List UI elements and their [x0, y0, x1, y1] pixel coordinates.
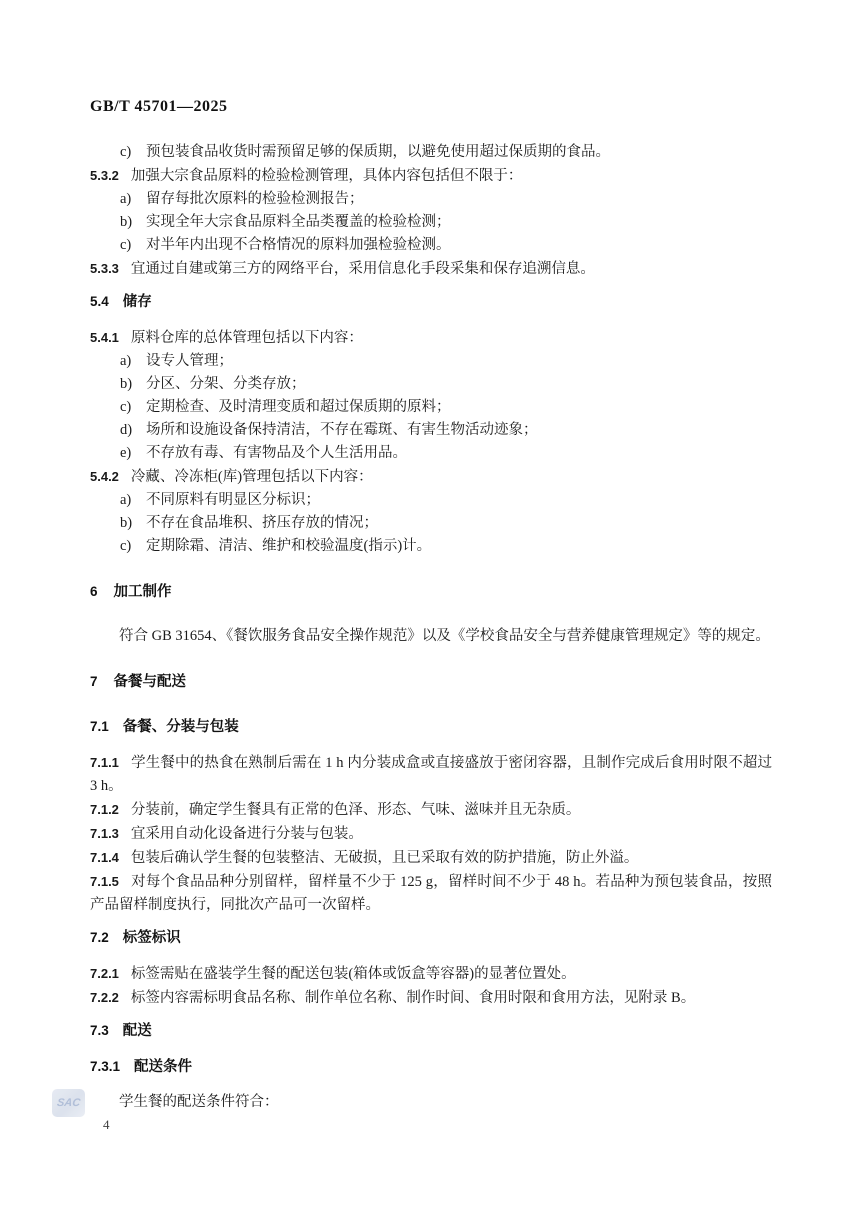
list-item-letter: a) — [120, 492, 132, 508]
clause-line — [90, 326, 772, 350]
clause-text: 宜采用自动化设备进行分装与包装。 — [130, 826, 363, 842]
section-heading — [90, 1019, 772, 1043]
document-number-header: GB/T 45701—2025 — [90, 98, 228, 115]
clause-text: 标签内容需标明食品名称、制作单位名称、制作时间、食用时限和食用方法，见附录 B。 — [130, 990, 696, 1006]
heading-title: 备餐与配送 — [113, 674, 187, 690]
heading-title: 配送条件 — [134, 1059, 193, 1075]
list-item-text: 预包装食品收货时需预留足够的保质期，以避免使用超过保质期的食品。 — [146, 144, 610, 160]
section-heading — [90, 290, 772, 314]
clause-number: 7.2.2 — [90, 990, 119, 1005]
paragraph: 符合 GB 31654、《餐饮服务食品安全操作规范》以及《学校食品安全与营养健康管理规定》等的规定。 — [119, 628, 770, 644]
clause-text: 包装后确认学生餐的包装整洁、无破损，且已采取有效的防护措施，防止外溢。 — [130, 850, 639, 866]
heading-number: 7.3 — [90, 1023, 109, 1038]
page-number: 4 — [103, 1117, 110, 1132]
clause-number: 5.3.3 — [90, 261, 119, 276]
heading-number: 7.1 — [90, 719, 109, 734]
clause-text: 标签需贴在盛装学生餐的配送包装(箱体或饭盒等容器)的显著位置处。 — [130, 966, 576, 982]
clause-number: 7.1.4 — [90, 850, 119, 865]
clause-number: 7.1.5 — [90, 874, 119, 889]
clause-line — [90, 846, 772, 870]
list-item-letter: c) — [120, 538, 132, 554]
list-item-text: 分区、分架、分类存放； — [146, 376, 306, 392]
clause-line — [90, 986, 772, 1010]
heading-number: 5.4 — [90, 294, 109, 309]
list-item-text: 定期除霜、清洁、维护和校验温度(指示)计。 — [146, 538, 432, 554]
list-item-letter: b) — [120, 214, 133, 230]
clause-line — [90, 962, 772, 986]
section-heading — [90, 1055, 772, 1079]
list-item-text: 留存每批次原料的检验检测报告； — [146, 191, 364, 207]
clause-number: 7.1.2 — [90, 802, 119, 817]
list-item-letter: c) — [120, 399, 132, 415]
list-item — [90, 234, 772, 257]
clause-text: 加强大宗食品原料的检验检测管理，具体内容包括但不限于： — [130, 168, 523, 184]
heading-title: 配送 — [122, 1023, 152, 1039]
document-content — [90, 141, 772, 1114]
heading-title: 储存 — [122, 294, 152, 310]
sac-watermark-logo — [52, 1089, 85, 1117]
section-heading — [90, 926, 772, 950]
heading-title: 加工制作 — [113, 584, 172, 600]
list-item-letter: b) — [120, 515, 133, 531]
heading-number: 6 — [90, 584, 98, 599]
list-item — [90, 141, 772, 164]
list-item — [90, 489, 772, 512]
clause-number: 7.2.1 — [90, 966, 119, 981]
list-item-text: 不同原料有明显区分标识； — [146, 492, 320, 508]
clause-text: 学生餐中的热食在熟制后需在 1 h 内分装成盒或直接盛放于密闭容器，且制作完成后食用时限不超过 3 h。 — [90, 755, 772, 794]
list-item-text: 场所和设施设备保持清洁，不存在霉斑、有害生物活动迹象； — [146, 422, 538, 438]
list-item — [90, 396, 772, 419]
clause-text: 对每个食品品种分别留样，留样量不少于 125 g，留样时间不少于 48 h。若品种为预包装食品，按照产品留样制度执行，同批次产品可一次留样。 — [90, 874, 772, 913]
clause-text: 冷藏、冷冻柜(库)管理包括以下内容： — [130, 469, 373, 485]
clause-text: 分装前，确定学生餐具有正常的色泽、形态、气味、滋味并且无杂质。 — [130, 802, 581, 818]
clause-number: 5.3.2 — [90, 168, 119, 183]
list-item-letter: a) — [120, 353, 132, 369]
list-item-letter: a) — [120, 191, 132, 207]
clause-number: 5.4.1 — [90, 330, 119, 345]
section-heading — [90, 715, 772, 739]
clause-text: 宜通过自建或第三方的网络平台，采用信息化手段采集和保存追溯信息。 — [130, 261, 595, 277]
clause-line — [90, 870, 772, 917]
list-item-text: 定期检查、及时清理变质和超过保质期的原料； — [146, 399, 451, 415]
list-item — [90, 442, 772, 465]
sac-logo-text: SAC — [56, 1097, 81, 1109]
heading-number: 7 — [90, 674, 98, 689]
list-item-text: 不存放有毒、有害物品及个人生活用品。 — [146, 445, 407, 461]
document-body — [90, 98, 772, 1114]
clause-number: 7.1.1 — [90, 755, 119, 770]
heading-title: 标签标识 — [122, 930, 181, 946]
list-item — [90, 512, 772, 535]
list-item — [90, 188, 772, 211]
clause-line — [90, 465, 772, 489]
clause-number: 5.4.2 — [90, 469, 119, 484]
list-item-text: 对半年内出现不合格情况的原料加强检验检测。 — [146, 237, 451, 253]
heading-number: 7.3.1 — [90, 1059, 121, 1074]
clause-line — [90, 257, 772, 281]
clause-number: 7.1.3 — [90, 826, 119, 841]
list-item — [90, 419, 772, 442]
list-item-letter: d) — [120, 422, 133, 438]
clause-line — [90, 751, 772, 798]
list-item-text: 不存在食品堆积、挤压存放的情况； — [146, 515, 378, 531]
clause-line — [90, 798, 772, 822]
list-item-text: 实现全年大宗食品原料全品类覆盖的检验检测； — [146, 214, 451, 230]
list-item-letter: c) — [120, 237, 132, 253]
list-item-letter: e) — [120, 445, 132, 461]
chapter-heading — [90, 580, 772, 604]
clause-line — [90, 822, 772, 846]
list-item — [90, 535, 772, 558]
list-item-letter: b) — [120, 376, 133, 392]
chapter-heading — [90, 670, 772, 694]
list-item — [90, 211, 772, 234]
list-item — [90, 350, 772, 373]
list-item — [90, 373, 772, 396]
heading-title: 备餐、分装与包装 — [122, 719, 239, 735]
clause-line — [90, 164, 772, 188]
list-item-letter: c) — [120, 144, 132, 160]
clause-text: 原料仓库的总体管理包括以下内容： — [130, 330, 363, 346]
list-item-text: 设专人管理； — [146, 353, 233, 369]
paragraph: 学生餐的配送条件符合： — [119, 1094, 279, 1110]
heading-number: 7.2 — [90, 930, 109, 945]
